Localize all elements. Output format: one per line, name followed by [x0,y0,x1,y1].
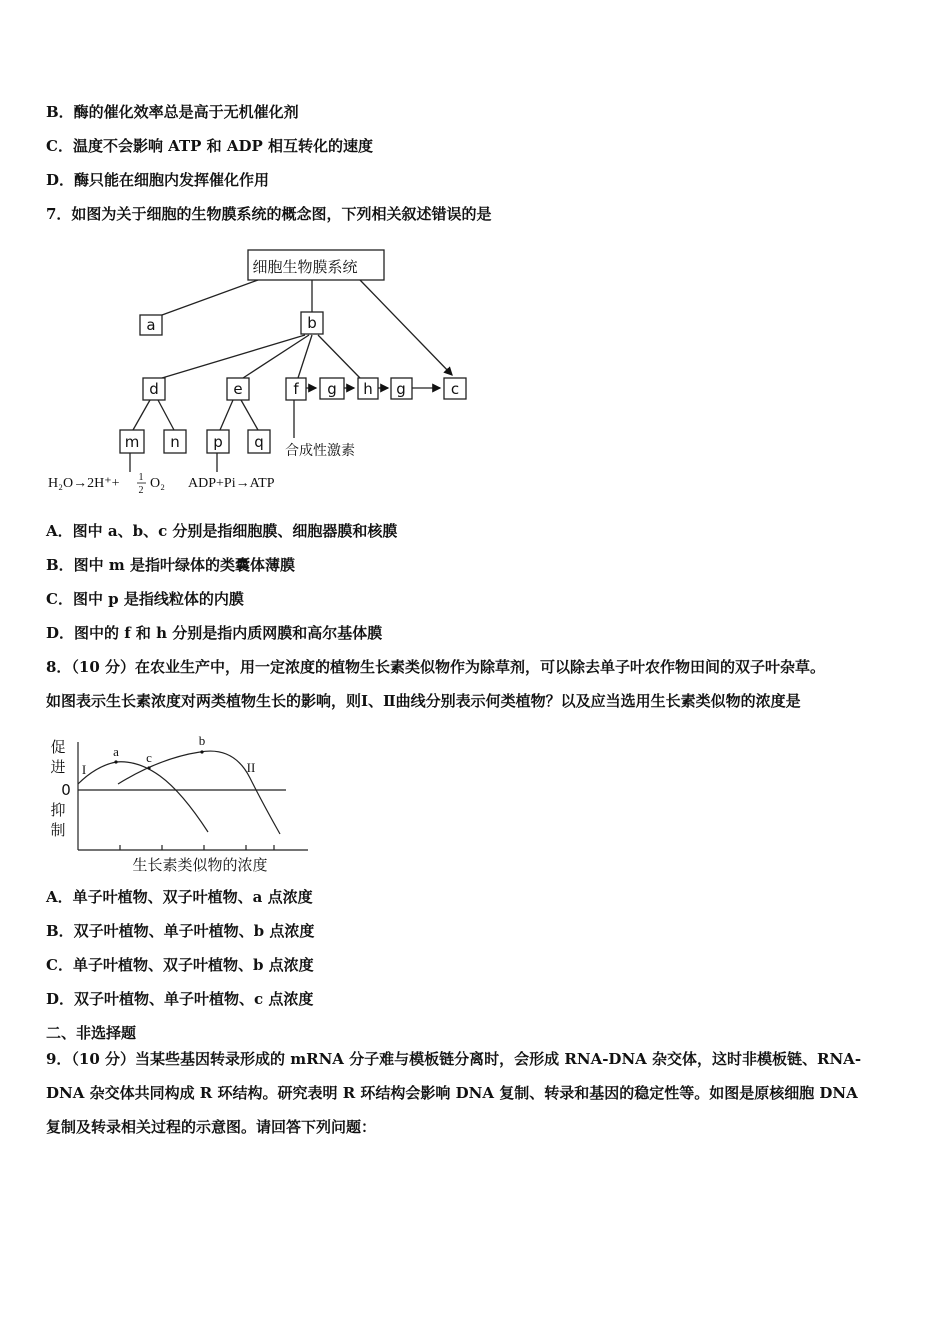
x-axis-label: 生长素类似物的浓度 [132,856,268,874]
node-g: g [327,380,337,398]
node-g-second: g [396,380,406,398]
q8-stem [46,650,906,718]
equation-atp-synthesis: ADP+Pi→ATP [188,476,275,491]
point-c-label: c [146,750,152,765]
node-f: f [293,380,299,398]
q8-option-a: A．单子叶植物、双子叶植物、a 点浓度 [46,888,313,906]
q8-stem-line-2: 如图表示生长素浓度对两类植物生长的影响，则Ⅰ、Ⅱ曲线分别表示何类植物？以及应当选用生长素类似物的浓度是 [46,692,801,710]
node-m: m [124,433,140,451]
point-a-label: a [113,744,119,759]
fraction-numerator: 1 [138,472,144,483]
q7-option-b: B．图中 m 是指叶绿体的类囊体薄膜 [46,556,295,574]
curve-i [78,762,208,832]
y-label-promote-1: 促 [50,738,66,756]
node-c: c [450,380,460,398]
auxin-response-chart [40,732,340,877]
q9-line-3: 复制及转录相关过程的示意图。请回答下列问题： [46,1118,377,1136]
q8-option-d: D．双子叶植物、单子叶植物、c 点浓度 [46,990,314,1008]
q9-line-1: 9．（10 分）当某些基因转录形成的 mRNA 分子难与模板链分离时，会形成 RNA-DNA 杂交体，这时非模板链、RNA- [46,1050,862,1068]
curve-ii [118,751,280,834]
q8-stem-line-1: 8．（10 分）在农业生产中，用一定浓度的植物生长素类似物作为除草剂，可以除去单子叶农作物田间的双子叶杂草。 [46,658,826,676]
q6-option-d: D．酶只能在细胞内发挥催化作用 [46,171,270,189]
node-a: a [146,316,156,334]
node-q: q [254,433,264,451]
node-b: b [307,314,317,332]
curve-i-label: I [81,762,87,777]
node-p: p [213,433,223,451]
point-b-marker [200,750,203,753]
node-h: h [363,380,373,398]
y-label-promote-2: 进 [50,758,66,776]
hormone-label: 合成性激素 [285,443,355,459]
diagram-root-label: 细胞生物膜系统 [252,258,358,276]
q6-option-c: C．温度不会影响 ATP 和 ADP 相互转化的速度 [46,137,374,155]
fraction-denominator: 2 [138,485,144,496]
y-label-inhibit-1: 抑 [50,801,66,819]
node-n: n [170,433,180,451]
q8-option-b: B．双子叶植物、单子叶植物、b 点浓度 [46,922,315,940]
point-a-marker [114,760,117,763]
q7-stem: 7．如图为关于细胞的生物膜系统的概念图，下列相关叙述错误的是 [46,205,492,223]
y-label-inhibit-2: 制 [50,821,66,839]
node-e: e [233,380,243,398]
q7-option-d: D．图中的 f 和 h 分别是指内质网膜和高尔基体膜 [46,624,383,642]
q7-option-c: C．图中 p 是指线粒体的内膜 [46,590,244,608]
point-c-marker [147,766,150,769]
q7-option-a: A．图中 a、b、c 分别是指细胞膜、细胞器膜和核膜 [46,522,398,540]
q9-stem [46,1042,906,1144]
q9-line-2: DNA 杂交体共同构成 R 环结构。研究表明 R 环结构会影响 DNA 复制、转录和基因的稳定性等。如图是原核细胞 DNA [46,1084,858,1102]
q6-option-b: B．酶的催化效率总是高于无机催化剂 [46,103,299,121]
equation-oxygen: O₂ [150,476,165,491]
equation-water-split: H₂O→2H⁺+ [48,476,120,491]
node-d: d [149,380,159,398]
y-label-zero: 0 [61,781,71,799]
membrane-concept-diagram [0,240,950,510]
section-title: 二、非选择题 [46,1024,137,1042]
q8-option-c: C．单子叶植物、双子叶植物、b 点浓度 [46,956,314,974]
curve-ii-label: II [246,760,256,775]
point-b-label: b [198,733,206,748]
